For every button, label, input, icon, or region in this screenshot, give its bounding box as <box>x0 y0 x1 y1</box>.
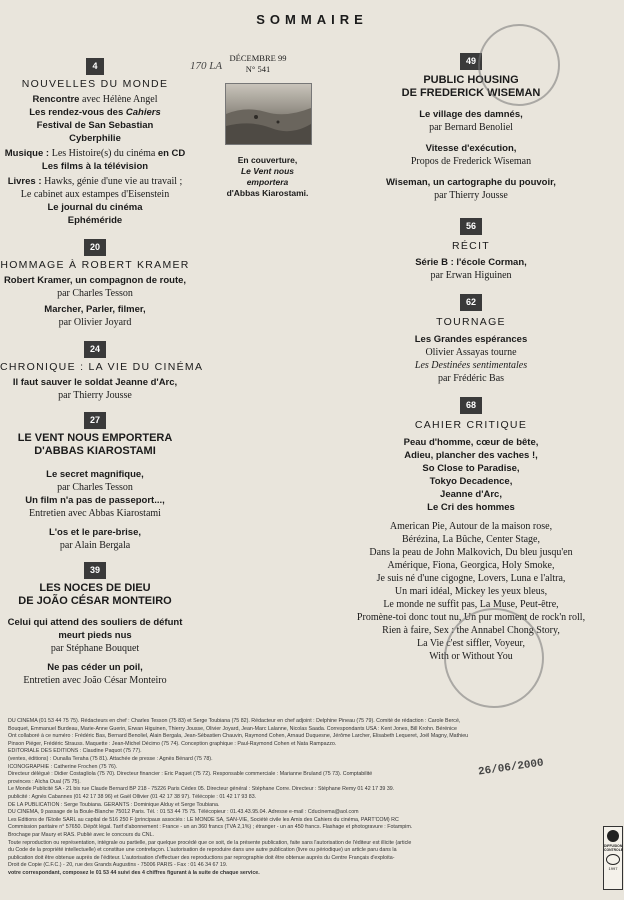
toc-passeport: Un film n'a pas de passeport..., <box>25 495 165 506</box>
page-number-39: 39 <box>84 562 106 579</box>
library-stamp-circle <box>478 24 560 106</box>
toc-poil-author: Entretien avec João César Monteiro <box>23 675 167 686</box>
issue-number: N° 541 <box>245 64 271 74</box>
toc-souliers: Celui qui attend des souliers de défunt <box>7 617 183 628</box>
section-noces-title1: LES NOCES DE DIEU <box>39 582 151 594</box>
left-column <box>0 58 204 687</box>
page-number-20: 20 <box>84 239 106 256</box>
toc-films-tele: Les films à la télévision <box>41 161 149 172</box>
critique-other-list: American Pie, Autour de la maison rose, Bérézina, La Bûche, Center Stage, Dans la peau de John Malkovich, Du bleu jusqu'en Amérique, Fiona, Georgica, Holy Smoke, Je suis né d'une cigogne, Lovers, Luna e l'altra, Un mari idéal, Mickey les yeux bleus, Le monde ne suffit pas, La Muse, Peut-être, Promène-toi donc tout nu, Un pur moment de rock'n roll, Rien à faire, Sex : the Annabel Chong Story, La Vie c'est siffler, Voyeur, With or Without You <box>356 521 586 662</box>
library-stamp-circle-2 <box>444 608 544 708</box>
page-number-4: 4 <box>86 58 103 75</box>
toc-secret: Le secret magnifique, <box>46 469 144 480</box>
date-stamp: 26/06/2000 <box>477 757 545 779</box>
cover-image <box>225 83 312 145</box>
toc-serie-b-author: par Erwan Higuinen <box>430 270 512 281</box>
toc-jeanne: Il faut sauver le soldat Jeanne d'Arc, <box>12 377 178 388</box>
toc-passeport-author: Entretien avec Abbas Kiarostami <box>29 508 161 519</box>
issue-date: DÉCEMBRE 99 <box>229 53 287 63</box>
section-vent-title2: D'ABBAS KIAROSTAMI <box>34 445 156 457</box>
toc-rencontre: Rencontre avec Hélène Angel <box>32 94 158 105</box>
issue-info <box>208 53 308 75</box>
toc-souliers-2: meurt pieds nus <box>58 630 132 641</box>
toc-os-author: par Alain Bergala <box>59 540 131 551</box>
critique-featured-list: Peau d'homme, cœur de bête, Adieu, plancher des vaches !, So Close to Paradise, Tokyo Decadence, Jeanne d'Arc, Le Cri des hommes <box>403 437 539 513</box>
section-nouvelles: NOUVELLES DU MONDE <box>21 78 169 90</box>
toc-musique: Musique : Les Histoire(s) du cinéma en CD <box>4 148 186 159</box>
page-number-56: 56 <box>460 218 482 235</box>
toc-assayas: Olivier Assayas tourne <box>425 347 517 358</box>
section-hommage: HOMMAGE À ROBERT KRAMER <box>0 259 190 271</box>
section-noces-title2: DE JOÃO CÉSAR MONTEIRO <box>18 595 172 607</box>
cover-photo-landscape <box>226 84 311 144</box>
right-column <box>340 53 602 663</box>
page-number-27: 27 <box>84 412 106 429</box>
page-number-62: 62 <box>460 294 482 311</box>
toc-os: L'os et le pare-brise, <box>48 527 141 538</box>
toc-serie-b: Série B : l'école Corman, <box>415 257 527 268</box>
toc-san-sebastian: Festival de San Sebastian <box>36 120 154 131</box>
diffusion-controle-logo: DIFFUSION CONTROLE 1997 <box>603 826 623 890</box>
cover-caption: En couverture, Le Vent nous emportera d'Abbas Kiarostami. <box>226 155 309 198</box>
toc-kramer-author2: par Olivier Joyard <box>58 317 132 328</box>
toc-esperances: Les Grandes espérances <box>414 334 528 345</box>
toc-village-author: par Bernard Benoliel <box>429 122 513 133</box>
toc-jeanne-author: par Thierry Jousse <box>58 390 132 401</box>
ojd-oval-icon <box>606 854 620 865</box>
toc-poil: Ne pas céder un poil, <box>47 662 143 673</box>
page-title: SOMMAIRE <box>256 12 368 27</box>
toc-cyberphilie: Cyberphilie <box>69 133 121 144</box>
credits-block: DU CINÉMA (01 53 44 75 75). Rédacteurs en chef : Charles Tesson (75 83) et Serge Toubiana (75 82). Rédacteur en chef adjoint : Delphine Pineau (75 79). Comité de rédaction : Carole Bercé, Bouquet, Emmanuel Burdeau, Marie-Anne Guerin, Erwan Higuinen, Thierry Jousse, Olivier Joyard, Jean-Marc Lalanne, Nicolas Saada. Correspondants USA : Kent Jones, Bill Krohn. Bérénice Ont collaboré à ce numéro : Frédéric Bas, Bernard Benoliel, Alain Bergala, Jean-Sébastien Chauvin, Raymond Cohen, Arnaud Duquesne, Jérôme Larcher, Elisabeth Lequeret, Joël Magny, Mathieu Pinson Piéger, Frédéric Strauss. Maquette : Jean-Michel Décimo (75 74). Conception graphique : Paul-Raymond Cohen et Nata Rampazzo. ÉDITORIALE DES ÉDITIONS : Claudine Paquot (75 77). (ventes, éditions) : Ounalla Teraha (75 81). Attachée de presse : Agnès Bénard (75 78). ICONOGRAPHIE : Catherine Frochen (75 76). Directeur délégué : Didier Costagliola (75 70). Directeur financier : Eric Paquet (75 72). Responsable commerciale : Marianne Bruland (75 73). Comptabilité provinces : Aïcha Oual (75 75). Le Monde Publicité SA - 21 bis rue Claude Bernard BP 218 - 75226 Paris Cédex 05. Directeur général : Stéphane Corre. Directeur : Stéphane Remy 01 42 17 39 39. publicité : Agnès Cabannes (01 42 17 38 96) et Gaël Ollivier (01 42 17 38 97). Télécopie : 01 42 17 93 83. DE LA PUBLICATION : Serge Toubiana. GÉRANTS : Dominique Alduy et Serge Toubiana. DU CINÉMA, 9 passage de la Boule-Blanche 75012 Paris. Tél. : 01 53 44 75 75. Télécopieur : 01.43.43.95.04. Adresse e-mail : Cducinema@aol.com Les Éditions de l'Étoile SARL au capital de 516 250 F (principaux associés : LE MONDE SA, SAN-VIE, Société civile les Amis des Cahiers du cinéma, PART'COM) RC Commission paritaire n° 57650. Dépôt légal. Tarif d'abonnement : France - un an 360 francs (TVA 2,1%) ; étranger - un an 450 francs. Flashage et photogravure : Fotampim. Brochage par Maury et RAS. Publié avec le concours du CNL. Toute reproduction ou représentation, intégrale ou partielle, par quelque procédé que ce soit, de la présente publication, faite sans l'autorisation de l'éditeur est illicite (article du Code de la propriété intellectuelle) et constitue une contrefaçon. L'autorisation de reproduire dans une autre publication (livre ou périodique) un article paru dans la publication doit être obtenue auprès de l'éditeur. L'autorisation d'effectuer des reproductions par reprographie doit être obtenue auprès du Centre Français d'exploita- Droit de Copie (C.F.C.) - 20, rue des Grands Augustins - 75006 PARIS - Fax : 01 46 34 67 19. votre correspondant, composez le 01 53 44 suivi des 4 chiffres figurant à la suite de chaque service. <box>8 718 469 876</box>
toc-secret-author: par Charles Tesson <box>57 482 133 493</box>
toc-rendez-vous: Les rendez-vous des Cahiers <box>29 107 161 118</box>
toc-cartographe: Wiseman, un cartographe du pouvoir, <box>386 177 556 188</box>
section-tournage: TOURNAGE <box>436 316 506 328</box>
toc-marcher: Marcher, Parler, filmer, <box>44 304 146 315</box>
toc-souliers-author: par Stéphane Bouquet <box>50 643 140 654</box>
section-vent-title1: LE VENT NOUS EMPORTERA <box>17 432 173 444</box>
section-wiseman-title1: PUBLIC HOUSING <box>423 74 519 86</box>
page-number-49: 49 <box>460 53 482 70</box>
toc-vitesse: Vitesse d'exécution, <box>425 143 517 154</box>
section-chronique: CHRONIQUE : LA VIE DU CINÉMA <box>0 361 204 373</box>
logo-circle-icon <box>607 830 619 842</box>
section-recit: RÉCIT <box>452 240 490 252</box>
toc-cartographe-author: par Thierry Jousse <box>434 190 508 201</box>
toc-journal: Le journal du cinéma <box>47 202 143 213</box>
page-number-68: 68 <box>460 397 482 414</box>
toc-ephemeride: Ephéméride <box>67 215 123 226</box>
handwritten-note: 170 LA <box>190 60 223 72</box>
toc-kramer-author1: par Charles Tesson <box>57 288 133 299</box>
toc-village: Le village des damnés, <box>419 109 523 120</box>
toc-tournage-author: par Frédéric Bas <box>437 373 505 384</box>
page-number-24: 24 <box>84 341 106 358</box>
section-cahier-critique: CAHIER CRITIQUE <box>414 419 528 431</box>
toc-cabinet: Le cabinet aux estampes d'Eisenstein <box>20 189 170 200</box>
toc-vitesse-author: Propos de Frederick Wiseman <box>410 156 532 167</box>
toc-destinees: Les Destinées sentimentales <box>414 360 528 371</box>
toc-kramer-compagnon: Robert Kramer, un compagnon de route, <box>3 275 187 286</box>
section-wiseman-title2: DE FREDERICK WISEMAN <box>401 87 541 99</box>
toc-livres: Livres : Hawks, génie d'une vie au travail ; <box>7 176 183 187</box>
